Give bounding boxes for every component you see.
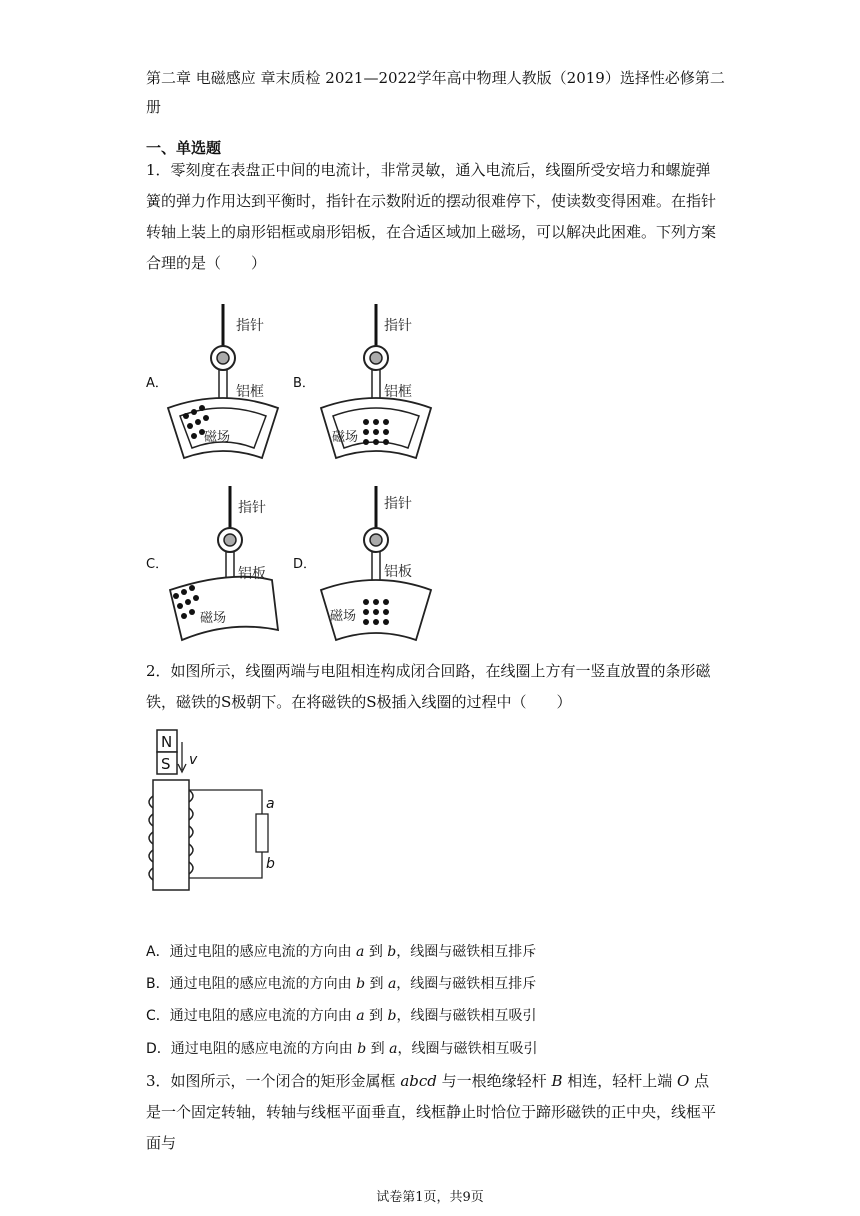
question-1-text: 1．零刻度在表盘正中间的电流计，非常灵敏，通入电流后，线圈所受安培力和螺旋弹簧的弹力作用达到平衡时，指针在示数附近的摆动很难停下，使读数变得困难。在指针转轴上装上的扇形铝框或扇形铝板，在合适区域加上磁场，可以解决此困难。下列方案合理的是（ ） (146, 161, 717, 272)
q2-option-a: A．通过电阻的感应电流的方向由 a 到 b，线圈与磁铁相互排斥 (146, 944, 537, 960)
q1-option-c-label: C． (146, 557, 169, 572)
terminal-a-label: a (266, 796, 275, 812)
page-footer: 试卷第1页，共9页 (376, 1190, 484, 1205)
q1d-plate-label: 铝板 (384, 564, 412, 580)
q1-figure-b (318, 300, 438, 460)
q2-circuit-figure (145, 728, 285, 893)
document-title: 第二章 电磁感应 章末质检 2021—2022学年高中物理人教版（2019）选择性必修第二册 (146, 69, 725, 116)
section-heading: 一、单选题 (146, 139, 222, 157)
terminal-b-label: b (266, 856, 275, 872)
q1d-pointer-label: 指针 (384, 496, 412, 512)
magnet-s-label: S (161, 755, 171, 773)
q2-option-b: B．通过电阻的感应电流的方向由 b 到 a，线圈与磁铁相互排斥 (146, 976, 537, 992)
q1c-field-label: 磁场 (200, 611, 227, 626)
q1a-frame-label: 铝框 (236, 384, 264, 400)
question-2-text: 2．如图所示，线圈两端与电阻相连构成闭合回路，在线圈上方有一竖直放置的条形磁铁，磁铁的S极朝下。在将磁铁的S极插入线圈的过程中（ ） (146, 662, 711, 711)
velocity-label: v (189, 752, 198, 768)
question-3-text: 3．如图所示，一个闭合的矩形金属框 abcd 与一根绝缘轻杆 B 相连，轻杆上端 O 点是一个固定转轴，转轴与线框平面垂直，线框静止时恰位于蹄形磁铁的正中央，线框平面与 (146, 1072, 717, 1152)
q1b-pointer-label: 指针 (384, 318, 412, 334)
q2-option-c: C．通过电阻的感应电流的方向由 a 到 b，线圈与磁铁相互吸引 (146, 1008, 537, 1024)
q1-option-a-label: A． (146, 376, 168, 391)
q1-option-b-label: B． (293, 376, 315, 391)
q2-option-d: D．通过电阻的感应电流的方向由 b 到 a，线圈与磁铁相互吸引 (146, 1041, 538, 1057)
q1-figure-d (318, 482, 438, 642)
q1a-field-label: 磁场 (204, 430, 231, 445)
q1c-pointer-label: 指针 (238, 500, 266, 516)
magnet-n-label: N (161, 733, 173, 751)
q1-figure-a (160, 300, 280, 460)
q1a-pointer-label: 指针 (236, 318, 264, 334)
q1b-field-label: 磁场 (332, 430, 359, 445)
q1-option-d-label: D． (293, 557, 317, 572)
q1c-plate-label: 铝板 (238, 566, 266, 582)
q1b-frame-label: 铝框 (384, 384, 412, 400)
q1d-field-label: 磁场 (330, 609, 357, 624)
q1-figure-c (160, 482, 280, 642)
